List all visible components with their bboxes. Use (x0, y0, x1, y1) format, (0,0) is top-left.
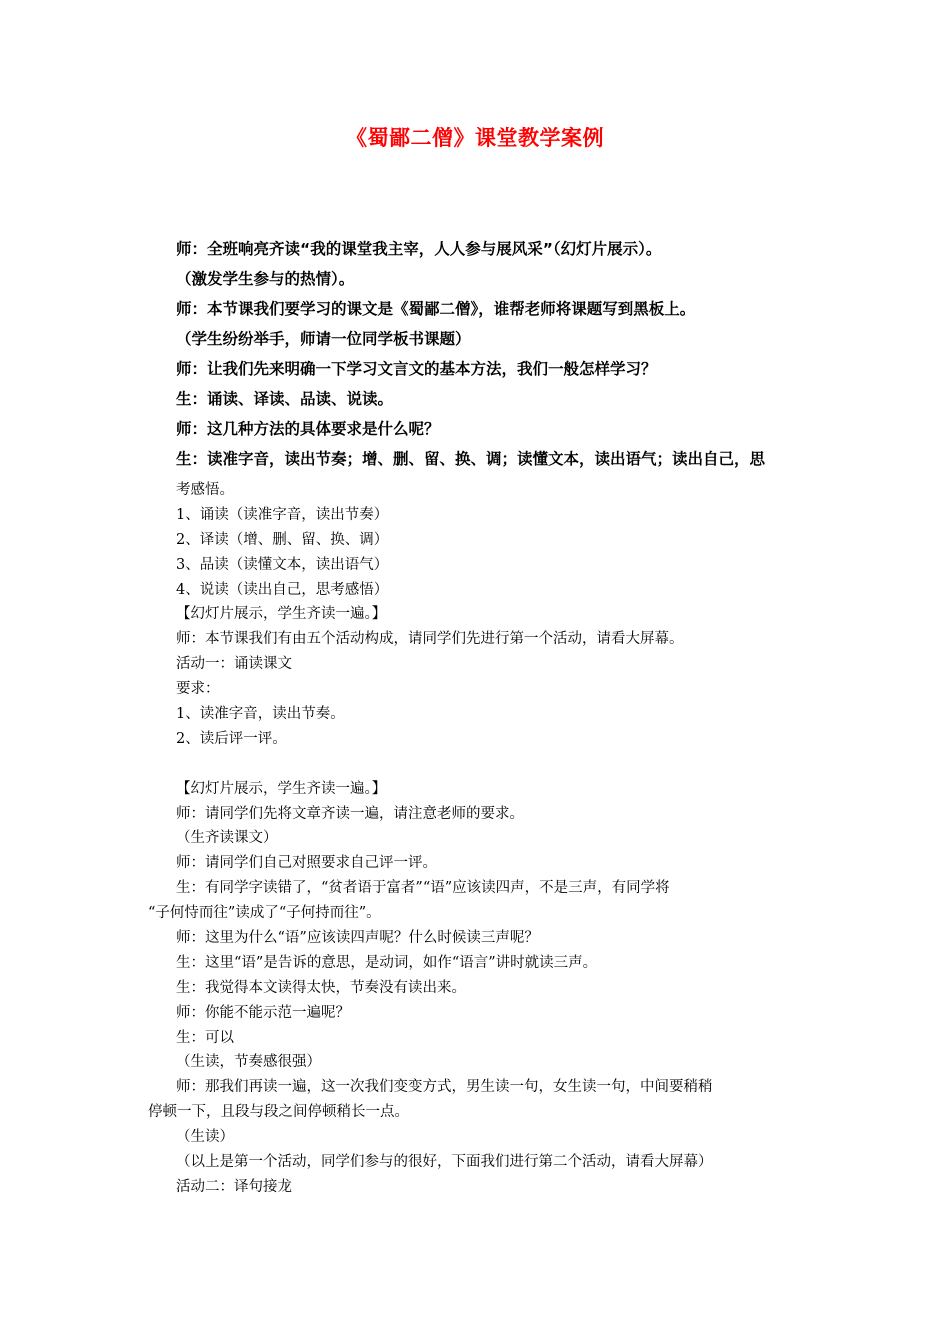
text-line: 【幻灯片展示，学生齐读一遍。】 (176, 606, 387, 623)
text-line: 师：本节课我们要学习的课文是《蜀鄙二僧》，谁帮老师将课题写到黑板上。 (176, 300, 696, 318)
document-title: 《蜀鄙二僧》课堂教学案例 (346, 126, 604, 150)
text-line: 师：让我们先来明确一下学习文言文的基本方法，我们一般怎样学习？ (176, 360, 657, 378)
text-line: （生齐读课文） (176, 830, 278, 847)
text-line: 师：请同学们先将文章齐读一遍，请注意老师的要求。 (176, 805, 524, 822)
text-line: 生：有同学字读错了，“贫者语于富者”“语”应该读四声，不是三声，有同学将 (176, 880, 670, 897)
text-line: 师：这里为什么“语”应该读四声呢？什么时候读三声呢？ (176, 930, 539, 947)
dialogue-section-regular (148, 478, 836, 1200)
text-line: 要求： (176, 681, 220, 698)
text-line: 【幻灯片展示，学生齐读一遍。】 (176, 780, 387, 797)
text-line: 师：这几种方法的具体要求是什么呢？ (176, 420, 440, 438)
text-line: 师：你能不能示范一遍呢？ (176, 1004, 350, 1021)
text-line: 生：这里“语”是告诉的意思，是动词，如作“语言”讲时就读三声。 (176, 954, 598, 971)
text-line: 活动一：诵读课文 (176, 656, 292, 673)
text-line: 师：请同学们自己对照要求自己评一评。 (176, 855, 437, 872)
text-line: （激发学生参与的热情）。 (176, 270, 355, 288)
text-line: （学生纷纷举手，师请一位同学板书课题） (176, 330, 471, 348)
text-line: （生读） (176, 1129, 234, 1146)
text-line: 2、读后评一评。 (176, 730, 287, 747)
text-line: 1、诵读（读准字音，读出节奏） (176, 506, 389, 523)
text-line: 活动二：译句接龙 (176, 1178, 292, 1195)
text-line: 师：本节课我们有由五个活动构成，请同学们先进行第一个活动，请看大屏幕。 (176, 631, 684, 648)
text-line: 生：我觉得本文读得太快，节奏没有读出来。 (176, 979, 466, 996)
text-line: 生：读准字音，读出节奏；增、删、留、换、调；读懂文本，读出语气；读出自己，思 (176, 450, 766, 468)
text-line: “子何恃而往”读成了“子何持而往”。 (148, 905, 381, 922)
text-line: 3、品读（读懂文本，读出语气） (176, 556, 389, 573)
text-line: 师：全班响亮齐读“我的课堂我主宰，人人参与展风采”（幻灯片展示）。 (176, 240, 662, 258)
text-line: （以上是第一个活动，同学们参与的很好，下面我们进行第二个活动，请看大屏幕） (176, 1154, 713, 1171)
text-line: （生读，节奏感很强） (176, 1054, 321, 1071)
dialogue-section-bold (176, 234, 836, 484)
text-line: 2、译读（增、删、留、换、调） (176, 531, 389, 548)
text-line: 生：诵读、译读、品读、说读。 (176, 390, 394, 408)
text-line: 师：那我们再读一遍，这一次我们变变方式，男生读一句，女生读一句，中间要稍稍 (176, 1079, 713, 1096)
text-line: 1、读准字音，读出节奏。 (176, 706, 345, 723)
blank-line (176, 752, 836, 777)
text-line: 停顿一下，且段与段之间停顿稍长一点。 (148, 1104, 409, 1121)
text-line: 生：可以 (176, 1029, 234, 1046)
text-line: 考感悟。 (176, 482, 234, 498)
text-line: 4、说读（读出自己，思考感悟） (176, 581, 389, 598)
